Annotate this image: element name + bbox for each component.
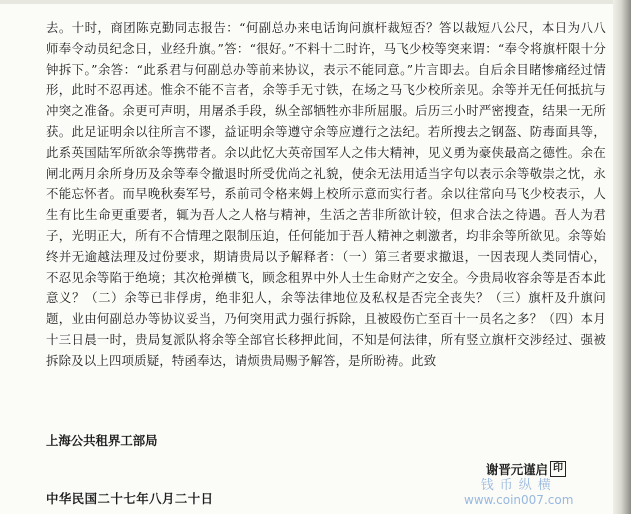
watermark (464, 478, 573, 508)
letter-addressee: 上海公共租界工部局 (46, 433, 158, 448)
watermark-title: 钱币纵横 (480, 478, 557, 493)
letter-signature-block (486, 460, 566, 478)
seal-stamp: 印 (550, 461, 566, 477)
letter-body-text: 去。十时，商团陈克勤同志报告：“何副总办来电话询问旗杆裁短否？答以裁短八公尺，本日为八八师奉令动员纪念日，业经升旗。”答：“很好。”不料十二时许，马飞少校等突来谓：“奉令将旗杆限十分钟拆下。”余答：“此系君与何副总办等前来协议，表示不能同意。”片言即去。自后余目睹惨痛经过情形，此时不忍再述。惟余不能不言者，余等手无寸铁，在场之马飞少校所亲见。余等并无任何抵抗与冲突之准备。余更可声明，用屠杀手段，纵全部牺牲亦非所屈服。后历三小时严密搜查，结果一无所获。此足证明余以往所言不谬，益证明余等遵守余等应遵行之法纪。若所搜去之钢盔、防毒面具等，此系英国陆军所欲余等携带者。余以此忆大英帝国军人之伟大精神，见义勇为豪侠最高之德性。余在闸北两月余所身历及余等奉令撤退时所受优尚之礼貌，使余无法用适当字句以表示余等敬崇之忱，永不能忘怀者。而早晚秋奏军号，系前司令格来姆上校所示意而实行者。余以往常向马飞少校表示，人生有比生命更重要者，辄为吾人之人格与精神，生活之苦非所欲计较，但求合法之待遇。吾人为君子，光明正大，所有不合情理之限制压迫，任何能加于吾人精神之刺激者，均非余等所欲见。余等始终并无逾越法理及过份要求，期请贵局以予解释者：（一）第三者要求撤退，一因表现人类同情心，不忍见余等陷于绝境；其次枪弹横飞，顾念租界中外人士生命财产之安全。今贵局收容余等是否本此意义？（二）余等已非俘虏，绝非犯人，余等法律地位及私权是否完全丧失？（三）旗杆及升旗问题，业由何副总办等协议妥当，乃何突用武力强行拆除，且被殴伤亡至百十一员名之多？（四）本月十三日晨一时，贵局复派队将余等全部官长移押此间，不知是何法律，所有竖立旗杆交涉经过、强被拆除及以上四项质疑，特函奉达，请烦贵局赐予解答，是所盼祷。此致 (46, 20, 606, 368)
scan-top-edge (0, 0, 631, 4)
scan-page-edge (613, 0, 631, 514)
letter-date: 中华民国二十七年八月二十日 (46, 491, 214, 506)
letter-signature: 谢晋元谨启 (486, 462, 548, 477)
watermark-url: www.coin007.com (464, 493, 574, 507)
letter-body (46, 18, 606, 372)
